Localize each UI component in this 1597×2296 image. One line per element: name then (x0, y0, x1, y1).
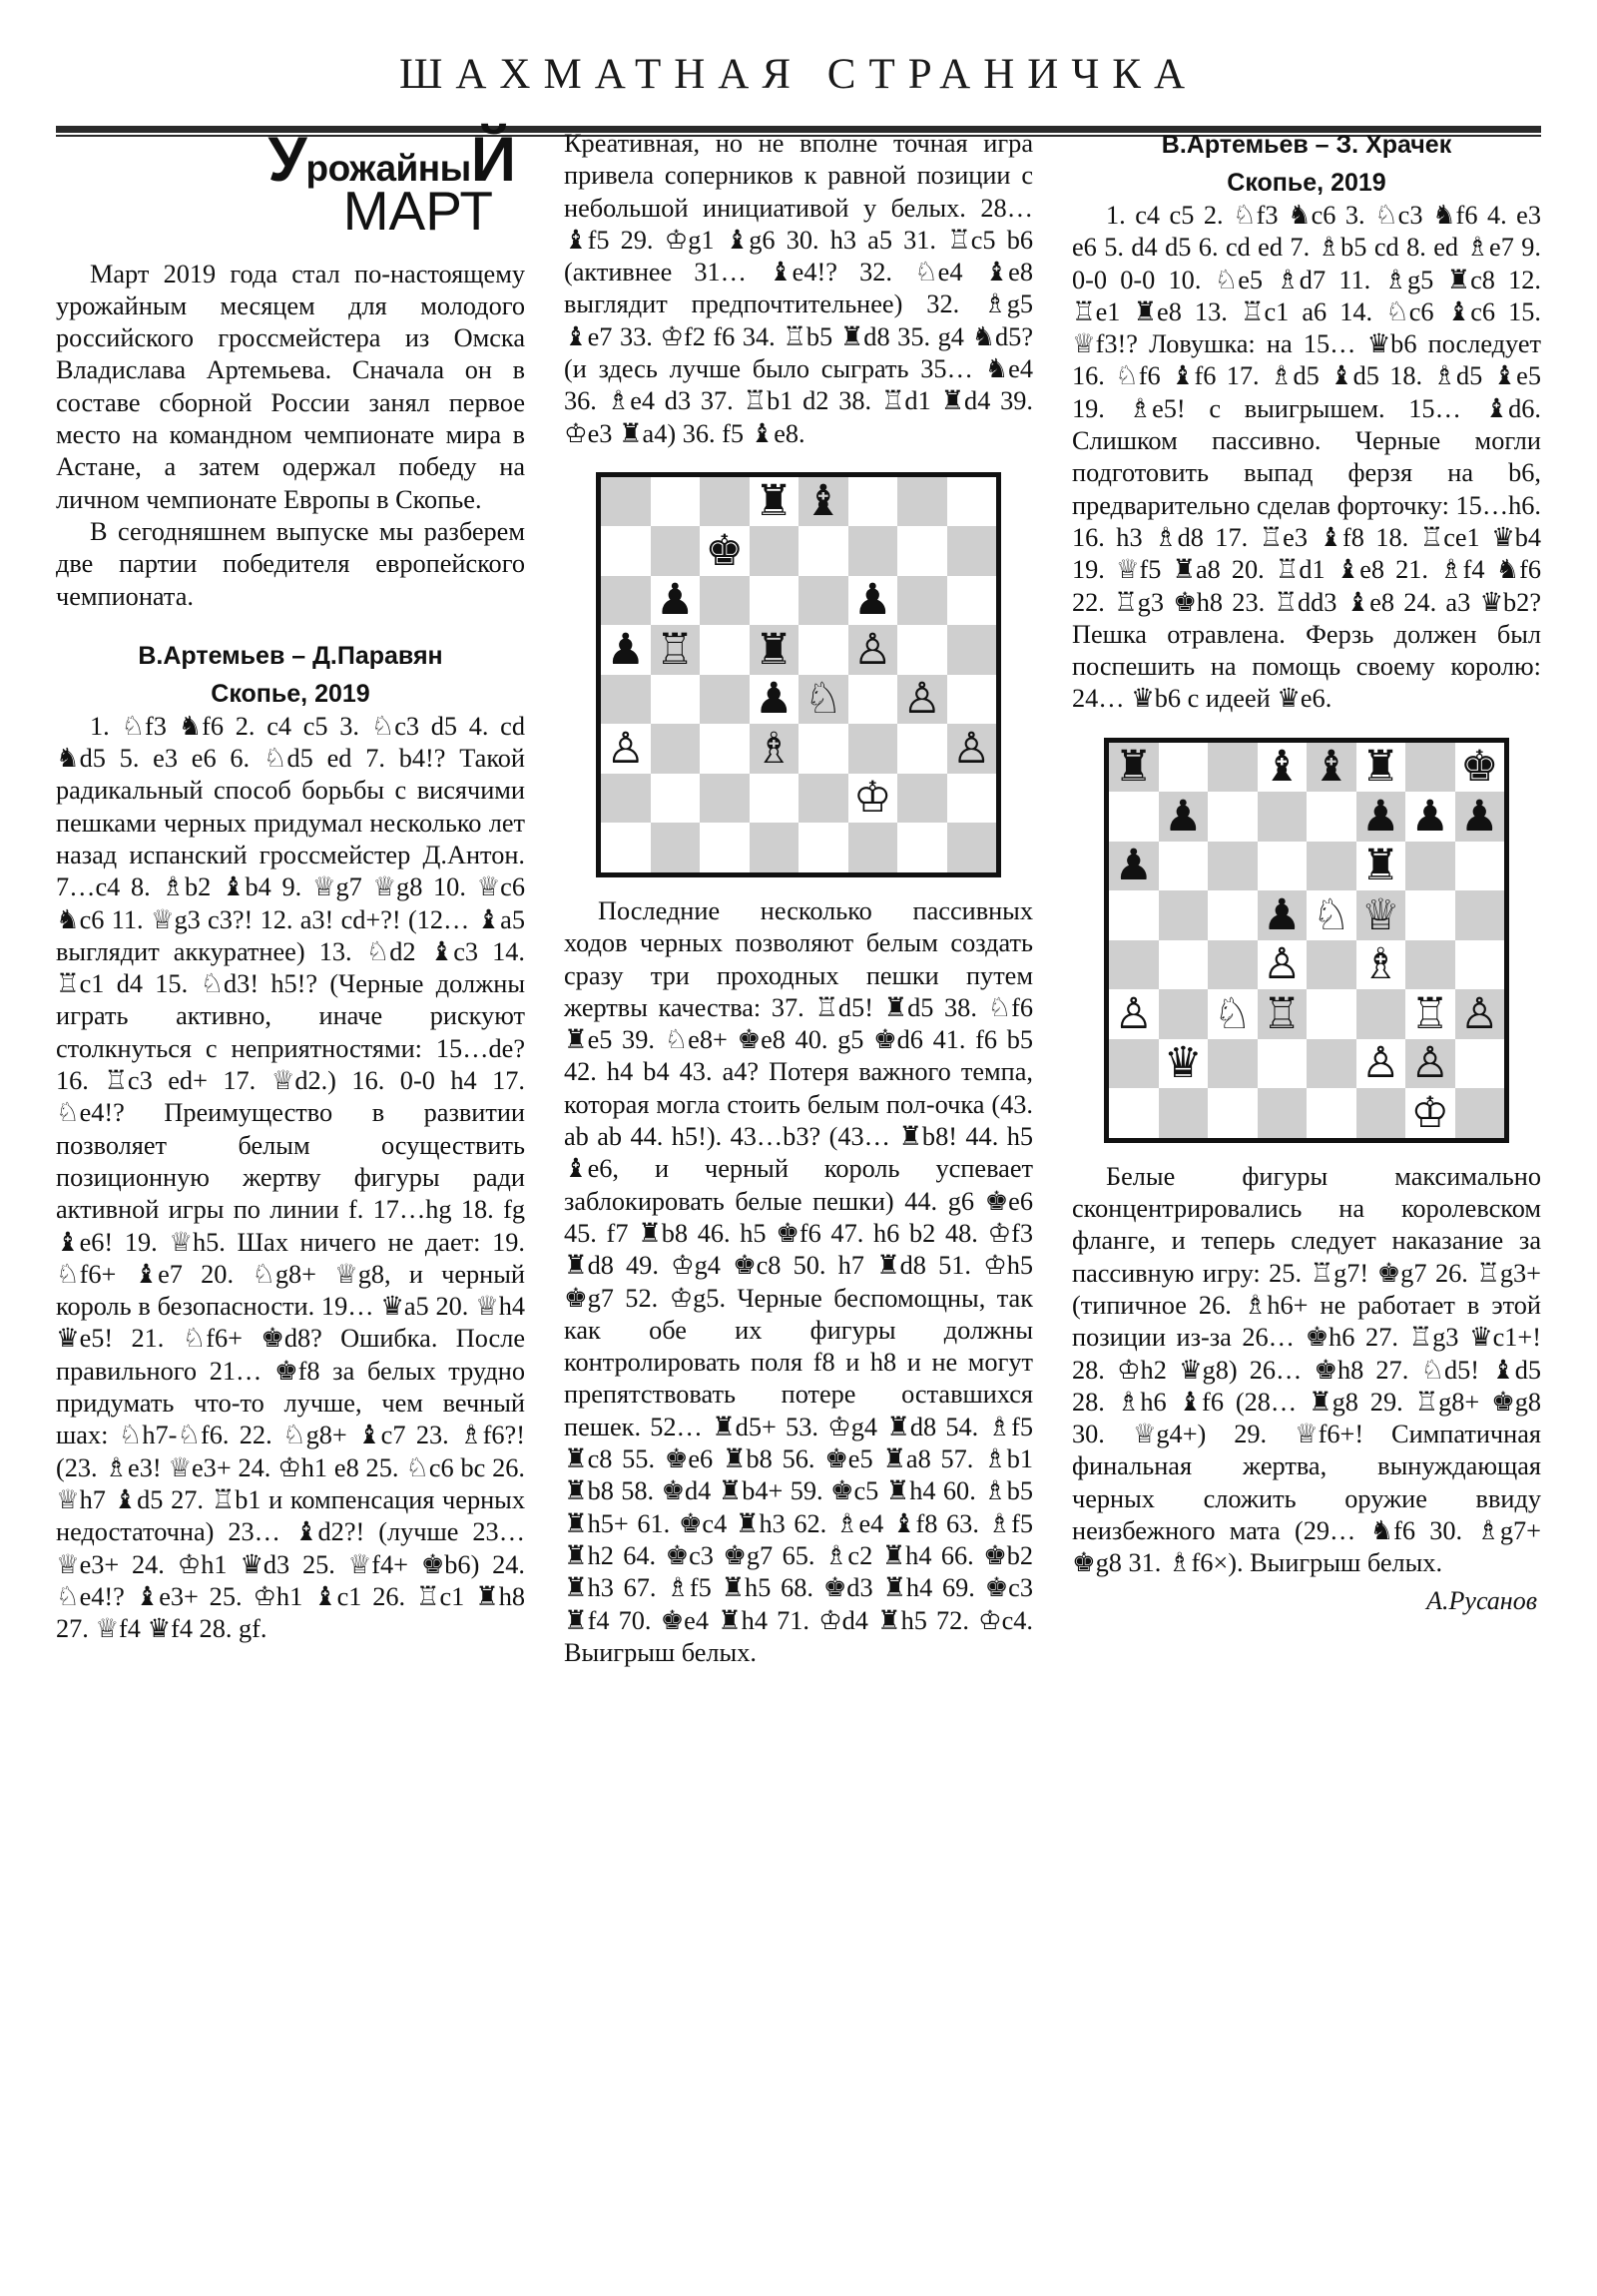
square-d6 (1258, 842, 1308, 891)
square-e5 (798, 625, 848, 675)
column-3 (1072, 128, 1541, 2264)
square-f6 (848, 576, 898, 626)
square-e7 (798, 526, 848, 576)
square-g4 (897, 675, 947, 725)
square-f2 (848, 774, 898, 824)
square-a3 (1109, 989, 1159, 1039)
square-b1 (651, 823, 701, 872)
square-d3 (1258, 989, 1308, 1039)
square-f3 (848, 724, 898, 774)
square-h4 (1455, 940, 1505, 990)
square-e4 (1307, 940, 1356, 990)
square-f7 (1356, 792, 1406, 842)
square-a4 (1109, 940, 1159, 990)
black-rook-icon: ♜ (1360, 841, 1400, 890)
white-knight-icon: ♘ (1312, 889, 1351, 940)
square-a5 (601, 625, 651, 675)
square-g7 (1405, 792, 1455, 842)
square-h7 (1455, 792, 1505, 842)
square-e4 (798, 675, 848, 725)
square-f7 (848, 526, 898, 576)
square-h5 (947, 625, 997, 675)
square-d8 (1258, 743, 1308, 793)
square-f5 (848, 625, 898, 675)
square-b4 (1159, 940, 1209, 990)
square-e8 (1307, 743, 1356, 793)
square-h6 (947, 576, 997, 626)
square-g4 (1405, 940, 1455, 990)
square-e1 (798, 823, 848, 872)
square-a1 (1109, 1088, 1159, 1138)
three-column-layout (56, 125, 1541, 2264)
square-c2 (700, 774, 750, 824)
square-h8 (947, 477, 997, 527)
square-f4 (1356, 940, 1406, 990)
square-a8 (1109, 743, 1159, 793)
square-h1 (947, 823, 997, 872)
square-a6 (1109, 842, 1159, 891)
square-b6 (651, 576, 701, 626)
logo-line-2: МАРТ (342, 179, 493, 242)
square-a5 (1109, 890, 1159, 940)
game-1-players: В.Артемьев – Д.Паравян (138, 641, 443, 670)
square-a3 (601, 724, 651, 774)
black-bishop-icon: ♝ (803, 476, 843, 527)
square-c6 (700, 576, 750, 626)
white-pawn-icon: ♙ (852, 624, 892, 675)
square-h2 (947, 774, 997, 824)
column-2-paragraph-2: Последние несколько пассивных ходов черных позволяют белым создать сразу три проходных пешки путем жертвы качества: 37. ♖d5! ♜d5 38. ♘f6 ♜e5 39. ♘e8+ ♚e8 40. g5 ♚d6 41. f6 b5 42. h4 b4 43. a4? Потеря важного темпа, которая могла стоить белым пол-очка (43. ab ab 44. h5!). 43…b3? (43… ♜b8! 44. h5 ♝e6, и черный король успевает заблокировать белые пешки) 44. g6 ♚e6 45. f7 ♜b8 46. h5 ♚f6 47. h6 b2 48. ♔f3 ♜d8 49. ♔g4 ♚c8 50. h7 ♜d8 51. ♔h5 ♚g7 52. ♔g5. Черные беспомощны, так как обе их фигуры должны контролировать поля f8 и h8 и не могут препятствовать потере оставшихся пешек. 52… ♜d5+ 53. ♔g4 ♜d8 54. ♗f5 ♜c8 55. ♚e6 ♜b8 56. ♚e5 ♜a8 57. ♗b1 ♜b8 58. ♚d4 ♜b4+ 59. ♚c5 ♜h4 60. ♗b5 ♜h5+ 61. ♚c4 ♜h3 62. ♗e4 ♝f8 63. ♗f5 ♜h2 64. ♚c3 ♚g7 65. ♗c2 ♜h4 66. ♚b2 ♜h3 67. ♗f5 ♜h5 68. ♚d3 ♜h4 69. ♚c3 ♜f4 70. ♚e4 ♜h4 71. ♔d4 ♜h5 72. ♔c4. Выигрыш белых. (564, 895, 1033, 1667)
white-king-icon: ♔ (852, 773, 892, 824)
square-c5 (700, 625, 750, 675)
square-f1 (848, 823, 898, 872)
square-b2 (651, 774, 701, 824)
square-c7 (700, 526, 750, 576)
square-g3 (1405, 989, 1455, 1039)
square-d5 (750, 625, 799, 675)
square-e3 (1307, 989, 1356, 1039)
black-pawn-icon: ♟ (852, 575, 892, 626)
white-pawn-icon: ♙ (1360, 1038, 1400, 1088)
white-knight-icon: ♘ (1213, 988, 1253, 1039)
black-pawn-icon: ♟ (754, 674, 794, 725)
square-e2 (798, 774, 848, 824)
square-d4 (1258, 940, 1308, 990)
white-rook-icon: ♖ (1262, 988, 1302, 1039)
black-queen-icon: ♛ (1163, 1038, 1203, 1088)
square-b8 (1159, 743, 1209, 793)
square-d8 (750, 477, 799, 527)
white-bishop-icon: ♗ (754, 723, 794, 774)
black-pawn-icon: ♟ (1410, 791, 1450, 842)
square-h2 (1455, 1039, 1505, 1089)
black-king-icon: ♚ (1459, 742, 1499, 792)
square-b5 (1159, 890, 1209, 940)
square-f8 (848, 477, 898, 527)
square-f4 (848, 675, 898, 725)
intro-paragraph-1: Март 2019 года стал по-настоящему урожайным месяцем для молодого российского гроссмейстера из Омска Владислава Артемьева. Сначала он в составе сборной России занял первое место на командном чемпионате мира в Астане, а затем одержал победу на личном чемпионате Европы в Скопье. (56, 259, 525, 514)
white-pawn-icon: ♙ (1262, 939, 1302, 989)
square-h8 (1455, 743, 1505, 793)
white-pawn-icon: ♙ (606, 723, 646, 774)
black-pawn-icon: ♟ (1114, 841, 1154, 890)
white-pawn-icon: ♙ (1459, 988, 1499, 1039)
square-a8 (601, 477, 651, 527)
black-king-icon: ♚ (705, 525, 745, 576)
square-c8 (700, 477, 750, 527)
square-f3 (1356, 989, 1406, 1039)
square-d7 (750, 526, 799, 576)
black-rook-icon: ♜ (1114, 742, 1154, 792)
black-bishop-icon: ♝ (1262, 742, 1302, 792)
square-d2 (750, 774, 799, 824)
white-king-icon: ♔ (1410, 1087, 1450, 1138)
game-2-moves: 1. c4 c5 2. ♘f3 ♞c6 3. ♘c3 ♞f6 4. e3 e6 5. d4 d5 6. cd ed 7. ♗b5 cd 8. ed ♗e7 9. 0-0 0-0 10. ♘e5 ♗d7 11. ♗g5 ♜c8 12. ♖e1 ♜e8 13. ♖c1 a6 14. ♘c6 ♝c6 15. ♕f3!? Ловушка: на 15… ♛b6 последует 16. ♘f6 ♝f6 17. ♗d5 ♝d5 18. ♗d5 ♝e5 19. ♗e5! с выигрышем. 15… ♝d6. Слишком пассивно. Черные могли подготовить выпад ферзя на b6, предварительно сделав форточку: 15…h6. 16. h3 ♗d8 17. ♖e3 ♝f8 18. ♖ce1 ♛b4 19. ♕f5 ♜a8 20. ♖d1 ♝e8 21. ♗f4 ♞f6 22. ♖g3 ♚h8 23. ♖dd3 ♝e8 24. a3 ♛b2? Пешка отравлена. Ферзь должен был поспешить на помощь своему королю: 24… ♛b6 с идеей ♛e6. (1072, 201, 1541, 714)
white-pawn-icon: ♙ (1410, 1038, 1450, 1088)
chess-diagram-1 (596, 472, 1001, 877)
square-c4 (700, 675, 750, 725)
square-g3 (897, 724, 947, 774)
game-2-players: В.Артемьев – З. Храчек (1161, 131, 1452, 159)
diagram-2-wrapper (1072, 738, 1541, 1143)
white-pawn-icon: ♙ (902, 674, 942, 725)
square-h5 (1455, 890, 1505, 940)
square-b6 (1159, 842, 1209, 891)
square-f6 (1356, 842, 1406, 891)
logo-letter-y: Й (470, 125, 515, 195)
square-a2 (1109, 1039, 1159, 1089)
square-d5 (1258, 890, 1308, 940)
square-d1 (1258, 1088, 1308, 1138)
square-c7 (1208, 792, 1258, 842)
square-g7 (897, 526, 947, 576)
black-pawn-icon: ♟ (1360, 791, 1400, 842)
square-b4 (651, 675, 701, 725)
square-b2 (1159, 1039, 1209, 1089)
black-rook-icon: ♜ (1360, 742, 1400, 792)
square-c3 (1208, 989, 1258, 1039)
square-b1 (1159, 1088, 1209, 1138)
square-g5 (897, 625, 947, 675)
page-title: ШАХМАТНАЯ СТРАНИЧКА (399, 51, 1198, 98)
square-h7 (947, 526, 997, 576)
square-g1 (1405, 1088, 1455, 1138)
game-2-event: Скопье, 2019 (1227, 169, 1386, 197)
square-c3 (700, 724, 750, 774)
square-c4 (1208, 940, 1258, 990)
article-logo (56, 125, 525, 242)
square-h6 (1455, 842, 1505, 891)
square-g2 (897, 774, 947, 824)
black-pawn-icon: ♟ (655, 575, 695, 626)
black-rook-icon: ♜ (754, 476, 794, 527)
square-e2 (1307, 1039, 1356, 1089)
column-2-paragraph-1: Креативная, но не вполне точная игра привела соперников к равной позиции с небольшой инициативой у белых. 28… ♝f5 29. ♔g1 ♝g6 30. h3 a5 31. ♖c5 b6 (активнее 31… ♝e4!? 32. ♘e4 ♝e8 выглядит предпочтительнее) 32. ♗g5 ♝e7 33. ♔f2 f6 34. ♖b5 ♜d8 35. g4 ♞d5? (и здесь лучше было сыграть 35… ♞e4 36. ♗e4 d3 37. ♖b1 d2 38. ♖d1 ♜d4 39. ♔e3 ♜a4) 36. f5 ♝e8. (564, 129, 1033, 448)
square-e6 (798, 576, 848, 626)
square-a4 (601, 675, 651, 725)
square-b8 (651, 477, 701, 527)
square-c8 (1208, 743, 1258, 793)
square-g2 (1405, 1039, 1455, 1089)
column-1 (56, 125, 525, 2264)
square-e8 (798, 477, 848, 527)
square-b7 (651, 526, 701, 576)
square-d4 (750, 675, 799, 725)
square-g8 (897, 477, 947, 527)
white-bishop-icon: ♗ (1360, 939, 1400, 989)
white-rook-icon: ♖ (1410, 988, 1450, 1039)
white-queen-icon: ♕ (1360, 889, 1400, 940)
square-g8 (1405, 743, 1455, 793)
square-b7 (1159, 792, 1209, 842)
square-e5 (1307, 890, 1356, 940)
square-f1 (1356, 1088, 1406, 1138)
chess-diagram-2 (1104, 738, 1509, 1143)
black-pawn-icon: ♟ (1459, 791, 1499, 842)
author-signature: А.Русанов (1426, 1585, 1537, 1615)
square-e3 (798, 724, 848, 774)
column-2 (564, 128, 1033, 2264)
square-c1 (1208, 1088, 1258, 1138)
square-a2 (601, 774, 651, 824)
square-c6 (1208, 842, 1258, 891)
square-a6 (601, 576, 651, 626)
square-d1 (750, 823, 799, 872)
column-3-closing-paragraph: Белые фигуры максимально сконцентрировались на королевском фланге, и теперь следует наказание за пассивную игру: 25. ♖g7! ♚g7 26. ♖g3+ (типичное 26. ♗h6+ не работает в этой позиции из-за 26… ♚h6 27. ♖g3 ♛c1+! 28. ♔h2 ♛g8) 26… ♚h8 27. ♘d5! ♝d5 28. ♗h6 ♝f6 (28… ♜g8 29. ♖g8+ ♚g8 30. ♕g4+) 29. ♕f6+! Симпатичная финальная жертва, вынуждающая черных сложить оружие ввиду неизбежного мата (29… ♞f6 30. ♗g7+ ♚g8 31. ♗f6×). Выигрыш белых. (1072, 1161, 1541, 1578)
square-h4 (947, 675, 997, 725)
square-g5 (1405, 890, 1455, 940)
white-rook-icon: ♖ (655, 624, 695, 675)
square-a1 (601, 823, 651, 872)
square-a7 (601, 526, 651, 576)
square-h1 (1455, 1088, 1505, 1138)
square-g6 (897, 576, 947, 626)
square-c5 (1208, 890, 1258, 940)
black-rook-icon: ♜ (754, 624, 794, 675)
square-f2 (1356, 1039, 1406, 1089)
logo-letter-u: У (267, 125, 306, 195)
square-d2 (1258, 1039, 1308, 1089)
square-b3 (651, 724, 701, 774)
black-pawn-icon: ♟ (606, 624, 646, 675)
square-e7 (1307, 792, 1356, 842)
square-h3 (947, 724, 997, 774)
square-b3 (1159, 989, 1209, 1039)
square-h3 (1455, 989, 1505, 1039)
intro-paragraph-2: В сегодняшнем выпуске мы разберем две партии победителя европейского чемпионата. (56, 516, 525, 611)
white-knight-icon: ♘ (803, 674, 843, 725)
square-g6 (1405, 842, 1455, 891)
white-pawn-icon: ♙ (951, 723, 991, 774)
square-c1 (700, 823, 750, 872)
square-f5 (1356, 890, 1406, 940)
game-1-moves: 1. ♘f3 ♞f6 2. c4 c5 3. ♘c3 d5 4. cd ♞d5 5. e3 e6 6. ♘d5 ed 7. b4!? Такой радикальный способ борьбы с висячими пешками черных придумал несколько лет назад испанский гроссмейстер Д.Антон. 7…c4 8. ♗b2 ♝b4 9. ♕g7 ♕g8 10. ♕c6 ♞c6 11. ♕g3 c3?! 12. a3! cd+?! (12… ♝a5 выглядит аккуратнее) 13. ♘d2 ♝c3 14. ♖c1 d4 15. ♘d3! h5!? (Черные должны играть активно, иначе рискуют столкнуться с неприятностями: 15…de? 16. ♖c3 ed+ 17. ♕d2.) 16. 0-0 h4 17. ♘e4!? Преимущество в развитии позволяет белым осуществить позиционную жертву фигуры ради активной игры по линии f. 17…hg 18. fg ♝e6! 19. ♕h5. Шах ничего не дает: 19. ♘f6+ ♝e7 20. ♘g8+ ♕g8, и черный король в безопасности. 19… ♛a5 20. ♕h4 ♛e5! 21. ♘f6+ ♚d8? Ошибка. После правильного 21… ♚f8 за белых трудно придумать что-то лучше, чем вечный шах: ♘h7-♘f6. 22. ♘g8+ ♝c7 23. ♗f6?! (23. ♗e3! ♕e3+ 24. ♔h1 e8 25. ♘c6 bc 26. ♕h7 ♝d5 27. ♖b1 и компенсация черных недостаточна) 23… ♝d2?! (лучше 23… ♕e3+ 24. ♔h1 ♛d3 25. ♕f4+ ♚b6) 24. ♘e4!? ♝e3+ 25. ♔h1 ♝c1 26. ♖c1 ♜h8 27. ♕f4 ♛f4 28. gf. (56, 711, 525, 1644)
square-g1 (897, 823, 947, 872)
square-a7 (1109, 792, 1159, 842)
square-e6 (1307, 842, 1356, 891)
logo-middle-text: рожайны (305, 148, 471, 189)
square-e1 (1307, 1088, 1356, 1138)
black-pawn-icon: ♟ (1163, 791, 1203, 842)
square-b5 (651, 625, 701, 675)
square-c2 (1208, 1039, 1258, 1089)
game-1-event: Скопье, 2019 (211, 679, 370, 708)
black-bishop-icon: ♝ (1312, 742, 1351, 792)
square-d7 (1258, 792, 1308, 842)
diagram-1-wrapper (564, 472, 1033, 877)
white-pawn-icon: ♙ (1114, 988, 1154, 1039)
black-pawn-icon: ♟ (1262, 889, 1302, 940)
square-d3 (750, 724, 799, 774)
square-d6 (750, 576, 799, 626)
square-f8 (1356, 743, 1406, 793)
